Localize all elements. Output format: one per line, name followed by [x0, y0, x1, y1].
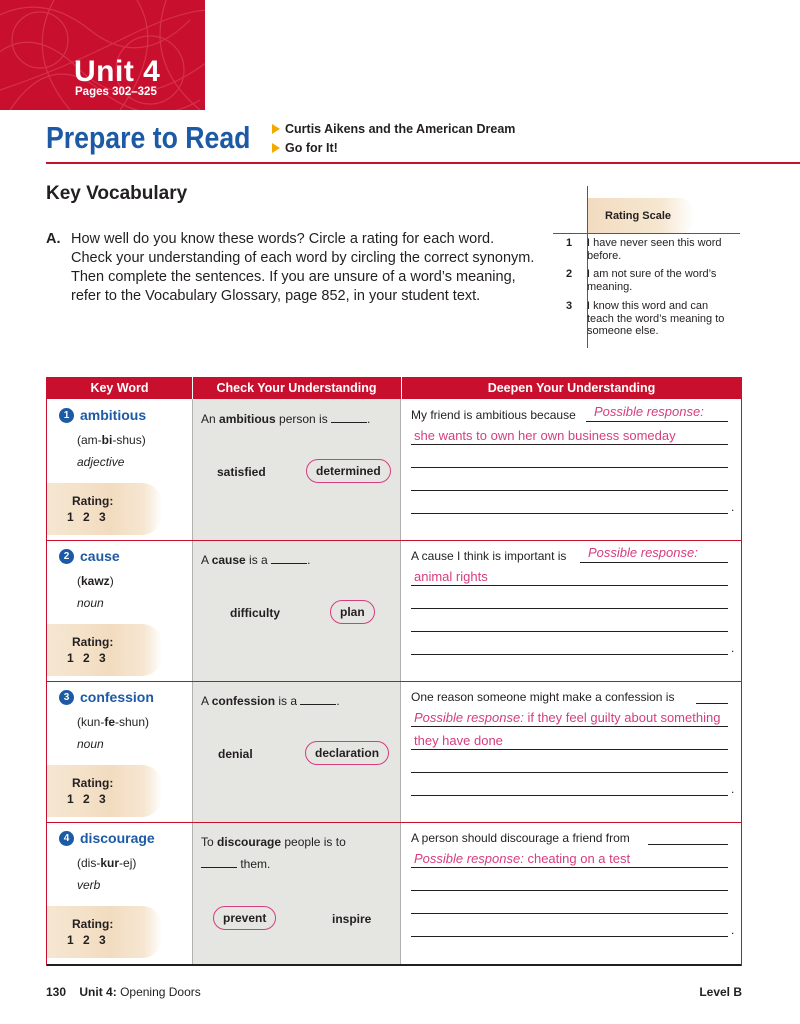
instructions: [46, 230, 536, 306]
word-text: ambitious: [80, 407, 147, 423]
pronunciation: [77, 715, 149, 729]
instruction-label: A.: [46, 231, 61, 247]
pron-stress: kawz: [81, 574, 110, 588]
word-number: 1: [59, 408, 74, 423]
pron-stress: kur: [100, 856, 120, 870]
pron-part: (dis-: [77, 856, 101, 870]
rating-scale-text: I have never seen this word before.: [587, 237, 722, 262]
unit-banner: [0, 0, 205, 110]
check-stem: [201, 831, 391, 875]
rating-scale-rule: [553, 233, 740, 234]
pron-part: (kun-: [77, 715, 105, 729]
rating-options[interactable]: 1 2 3: [67, 792, 106, 806]
choice-option-circled[interactable]: prevent: [213, 906, 276, 930]
blank-line: [201, 856, 237, 868]
answer-line: [411, 608, 728, 609]
pron-part: ): [109, 574, 114, 588]
word-number: 2: [59, 549, 74, 564]
answer-line: [411, 772, 728, 773]
choice-option[interactable]: satisfied: [217, 465, 266, 479]
check-stem: [201, 690, 391, 712]
response-answer: cheating on a test: [527, 851, 631, 866]
rating-scale-title: Rating Scale: [588, 198, 694, 234]
part-of-speech: verb: [77, 878, 101, 892]
pron-part: -shus): [112, 433, 146, 447]
rating-tab: [47, 906, 162, 958]
answer-line: [411, 444, 728, 445]
table-bottom-rule: [47, 964, 741, 966]
stem-word: cause: [211, 553, 246, 567]
part-of-speech: noun: [77, 596, 104, 610]
stem-part: them.: [237, 857, 271, 871]
header-key-word: Key Word: [90, 381, 149, 395]
answer-line: [411, 795, 728, 796]
response-label: Possible response:: [414, 710, 524, 725]
rating-options[interactable]: 1 2 3: [67, 651, 106, 665]
answer-line: [411, 867, 728, 868]
footer: [46, 985, 201, 999]
pron-part: (am-: [77, 433, 102, 447]
instruction-text: How well do you know these words? Circle a rating for each word. Check your understanding of each word by circling the correct synonym. Then complete the sentences. If you are unsure of a word’s meaning, refer to the Vocabulary Glossary, page 852, in your student text.: [71, 231, 535, 304]
story-list: [272, 119, 515, 157]
pron-part: (: [77, 574, 81, 588]
rating-tab: [47, 765, 162, 817]
stem-word: ambitious: [219, 412, 276, 426]
deepen-prompt: A person should discourage a friend from: [411, 831, 630, 845]
pron-stress: bi: [101, 433, 113, 447]
blank-line: [271, 552, 307, 564]
answer-line: [648, 844, 728, 845]
response-label: Possible response:: [588, 545, 698, 560]
table-row: [47, 540, 741, 681]
unit-pages: Pages 302–325: [75, 86, 157, 98]
story-title: Curtis Aikens and the American Dream: [285, 121, 516, 136]
answer-line: [411, 749, 728, 750]
rating-scale-num: 1: [566, 237, 573, 249]
period: .: [731, 923, 735, 937]
table-row: [47, 399, 741, 540]
choice-option[interactable]: inspire: [332, 912, 372, 926]
rating-scale-num: 3: [566, 300, 573, 312]
rating-scale-item: [566, 300, 737, 338]
word-number: 4: [59, 831, 74, 846]
response-text: [414, 710, 720, 725]
period: .: [731, 641, 735, 655]
answer-line: [411, 490, 728, 491]
word-text: confession: [80, 689, 154, 705]
story-item: [272, 138, 515, 157]
rating-scale-item: [566, 237, 737, 262]
title-rule: [46, 162, 800, 164]
pronunciation: [77, 574, 114, 588]
answer-line: [411, 513, 728, 514]
word-text: discourage: [80, 830, 155, 846]
key-word: [59, 407, 146, 423]
deepen-prompt: My friend is ambitious because: [411, 408, 576, 422]
rating-options[interactable]: 1 2 3: [67, 510, 106, 524]
answer-line: [411, 936, 728, 937]
pron-stress: fe: [104, 715, 116, 729]
word-number: 3: [59, 690, 74, 705]
part-of-speech: adjective: [77, 455, 125, 469]
response-text: they have done: [414, 733, 503, 748]
answer-line: [411, 585, 728, 586]
key-word: [59, 689, 154, 705]
table-row: [47, 822, 741, 963]
answer-line: [411, 726, 728, 727]
unit-title: Unit 4: [74, 55, 161, 88]
answer-line: [586, 421, 728, 422]
stem-part: A: [201, 694, 212, 708]
story-item: [272, 119, 515, 138]
rating-scale-text: I know this word and can teach the word’s meaning to someone else.: [587, 300, 725, 337]
rating-scale-text: I am not sure of the word’s meaning.: [587, 268, 717, 293]
word-text: cause: [80, 548, 120, 564]
period: .: [731, 500, 735, 514]
table-row: [47, 681, 741, 822]
footer-unit-label: Unit 4:: [79, 985, 117, 999]
deepen-prompt: One reason someone might make a confession is: [411, 690, 675, 704]
pronunciation: [77, 856, 136, 870]
choice-option[interactable]: denial: [218, 747, 253, 761]
answer-line: [696, 703, 728, 704]
deepen-prompt: A cause I think is important is: [411, 549, 567, 563]
check-stem: [201, 549, 391, 571]
blank-line: [300, 693, 336, 705]
page-number: 130: [46, 985, 67, 999]
response-answer: if they feel guilty about something: [527, 710, 721, 725]
answer-line: [411, 890, 728, 891]
rating-label: Rating:: [72, 494, 114, 508]
stem-part: person is: [275, 412, 332, 426]
response-text: animal rights: [414, 569, 488, 584]
answer-line: [411, 654, 728, 655]
period: .: [731, 782, 735, 796]
response-label: Possible response:: [414, 851, 524, 866]
response-text: she wants to own her own business someday: [414, 428, 676, 443]
footer-unit-name: Opening Doors: [120, 985, 201, 999]
part-of-speech: noun: [77, 737, 104, 751]
key-word: [59, 548, 120, 564]
answer-line: [580, 562, 728, 563]
rating-label: Rating:: [72, 635, 114, 649]
rating-options[interactable]: 1 2 3: [67, 933, 106, 947]
rating-tab: [47, 624, 162, 676]
answer-line: [411, 631, 728, 632]
choice-option[interactable]: difficulty: [230, 606, 280, 620]
pronunciation: [77, 433, 146, 447]
blank-line: [331, 411, 367, 423]
rating-scale-num: 2: [566, 268, 573, 280]
header-deepen: Deepen Your Understanding: [487, 381, 656, 395]
answer-line: [411, 913, 728, 914]
pron-part: -shun): [115, 715, 150, 729]
page-title: Prepare to Read: [46, 120, 251, 155]
stem-part: is a: [245, 553, 272, 567]
table-header: [47, 377, 741, 399]
stem-part: .: [336, 694, 340, 708]
level-label: Level B: [699, 985, 742, 999]
stem-word: confession: [211, 694, 276, 708]
stem-part: .: [307, 553, 311, 567]
rating-label: Rating:: [72, 917, 114, 931]
response-text: [588, 545, 698, 560]
triangle-bullet-icon: [272, 124, 280, 134]
pron-part: -ej): [119, 856, 137, 870]
stem-part: An: [201, 412, 220, 426]
rating-tab: [47, 483, 162, 535]
response-label: Possible response:: [594, 404, 704, 419]
header-check: Check Your Understanding: [216, 381, 377, 395]
response-text: [594, 404, 704, 419]
triangle-bullet-icon: [272, 143, 280, 153]
story-title: Go for It!: [285, 140, 338, 155]
rating-label: Rating:: [72, 776, 114, 790]
choice-option-circled[interactable]: declaration: [305, 741, 389, 765]
stem-part: To: [201, 835, 218, 849]
vocabulary-table: [46, 377, 742, 966]
stem-part: people is to: [281, 835, 346, 849]
section-heading: Key Vocabulary: [46, 183, 188, 204]
stem-part: is a: [275, 694, 301, 708]
stem-word: discourage: [217, 835, 282, 849]
response-text: [414, 851, 630, 866]
stem-part: .: [367, 412, 371, 426]
choice-option-circled[interactable]: plan: [330, 600, 375, 624]
stem-part: A: [201, 553, 212, 567]
answer-line: [411, 467, 728, 468]
choice-option-circled[interactable]: determined: [306, 459, 391, 483]
check-stem: [201, 408, 391, 430]
rating-scale-item: [566, 268, 737, 293]
key-word: [59, 830, 155, 846]
